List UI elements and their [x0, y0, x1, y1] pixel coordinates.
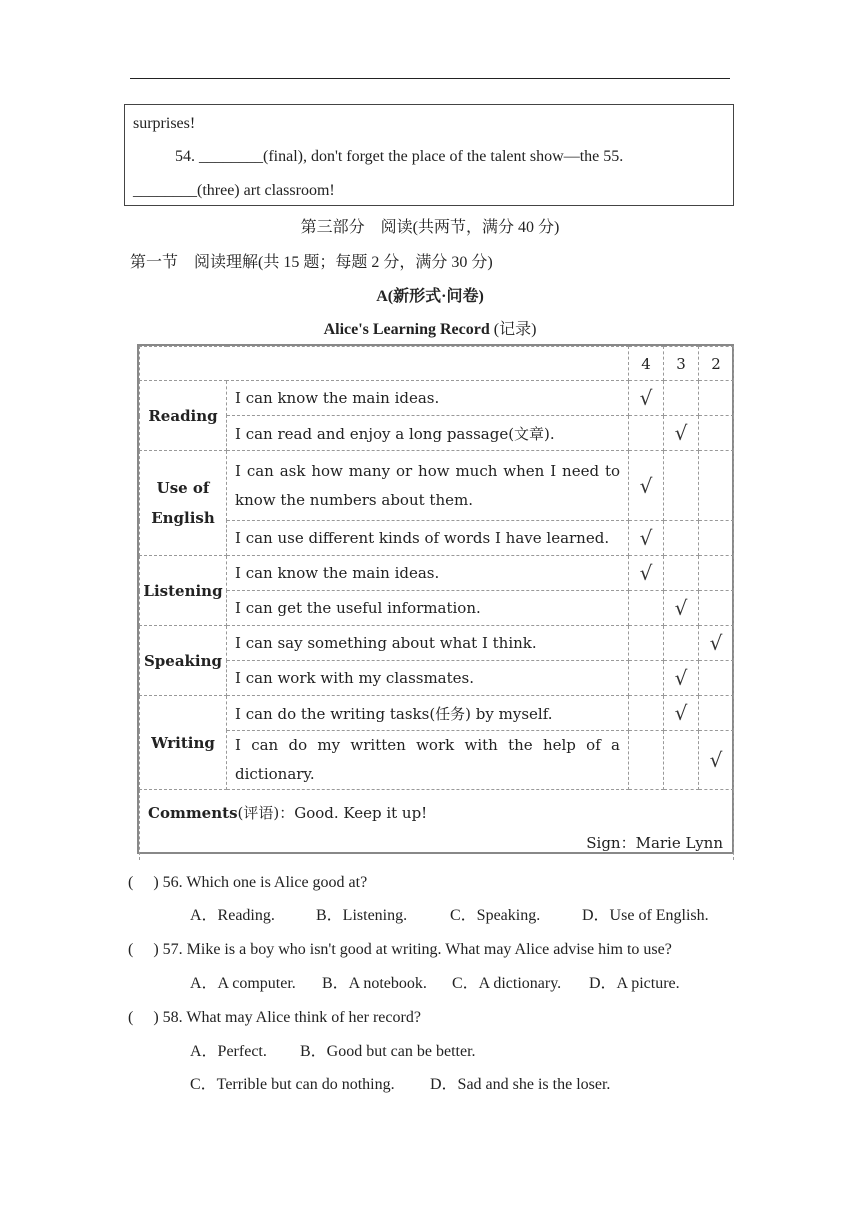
comments-row: [140, 790, 734, 861]
question-58: ( ) 58. What may Alice think of her record?: [128, 1009, 421, 1026]
check-mark-icon: √: [629, 556, 664, 591]
statement: I can get the useful information.: [227, 591, 629, 626]
option-a: A．Perfect.: [190, 1043, 267, 1060]
statement: I can do the writing tasks(任务) by myself.: [227, 696, 629, 731]
option-a: A．A computer.: [190, 975, 296, 992]
category-writing: Writing: [140, 696, 227, 790]
score-header: 3: [664, 347, 699, 381]
option-b: B．Listening.: [316, 907, 408, 924]
passage-box: [124, 104, 734, 206]
option-b: B．A notebook.: [322, 975, 427, 992]
category-reading: Reading: [140, 381, 227, 451]
statement: I can do my written work with the help of a dictionary.: [227, 731, 629, 790]
check-mark-icon: √: [699, 731, 734, 790]
passage-a-title: A(新形式·问卷): [376, 288, 484, 305]
statement: I can use different kinds of words I have learned.: [227, 521, 629, 556]
option-c: C．Terrible but can do nothing.: [190, 1076, 395, 1093]
category-speaking: Speaking: [140, 626, 227, 696]
check-mark-icon: √: [699, 626, 734, 661]
question-57: ( ) 57. Mike is a boy who isn't good at writing. What may Alice advise him to use?: [128, 941, 672, 958]
check-mark-icon: √: [664, 416, 699, 451]
passage-line: 54. ________(final), don't forget the place of the talent show—the 55.: [175, 148, 624, 165]
option-d: D．Use of English.: [582, 907, 709, 924]
table-row: [140, 556, 734, 591]
score-header: 2: [699, 347, 734, 381]
signature: Sign：Marie Lynn: [586, 834, 723, 852]
learning-record-table: [137, 344, 734, 854]
option-c: C．Speaking.: [450, 907, 541, 924]
table-row: [140, 521, 734, 556]
part-title: 第三部分 阅读(共两节，满分 40 分): [300, 219, 560, 236]
statement: I can know the main ideas.: [227, 381, 629, 416]
option-b: B．Good but can be better.: [300, 1043, 476, 1060]
check-mark-icon: √: [664, 696, 699, 731]
section-title: 第一节 阅读理解(共 15 题；每题 2 分，满分 30 分): [130, 254, 493, 271]
category-listening: Listening: [140, 556, 227, 626]
option-d: D．A picture.: [589, 975, 680, 992]
header-rule: [130, 78, 730, 79]
table-row: [140, 416, 734, 451]
check-mark-icon: √: [629, 521, 664, 556]
option-a: A．Reading.: [190, 907, 275, 924]
option-c: C．A dictionary.: [452, 975, 562, 992]
table-row: [140, 381, 734, 416]
table-row: [140, 626, 734, 661]
check-mark-icon: √: [629, 381, 664, 416]
statement: I can ask how many or how much when I need to know the numbers about them.: [227, 451, 629, 521]
check-mark-icon: √: [664, 591, 699, 626]
comments-text: Comments(评语)：Good. Keep it up!: [148, 804, 428, 822]
table-row: [140, 696, 734, 731]
table-row: [140, 591, 734, 626]
table-row: [140, 731, 734, 790]
record-title: Alice's Learning Record (记录): [323, 321, 537, 338]
statement: I can say something about what I think.: [227, 626, 629, 661]
passage-line: ________(three) art classroom!: [133, 182, 335, 199]
statement: I can know the main ideas.: [227, 556, 629, 591]
option-d: D．Sad and she is the loser.: [430, 1076, 611, 1093]
score-header: 4: [629, 347, 664, 381]
check-mark-icon: √: [664, 661, 699, 696]
statement: I can work with my classmates.: [227, 661, 629, 696]
category-use-of-english: Use of English: [140, 451, 227, 556]
table-row: [140, 451, 734, 521]
table-row: [140, 661, 734, 696]
question-56: ( ) 56. Which one is Alice good at?: [128, 874, 368, 891]
statement: I can read and enjoy a long passage(文章).: [227, 416, 629, 451]
passage-line: surprises!: [133, 115, 196, 132]
score-header-row: [140, 347, 734, 381]
check-mark-icon: √: [629, 451, 664, 521]
